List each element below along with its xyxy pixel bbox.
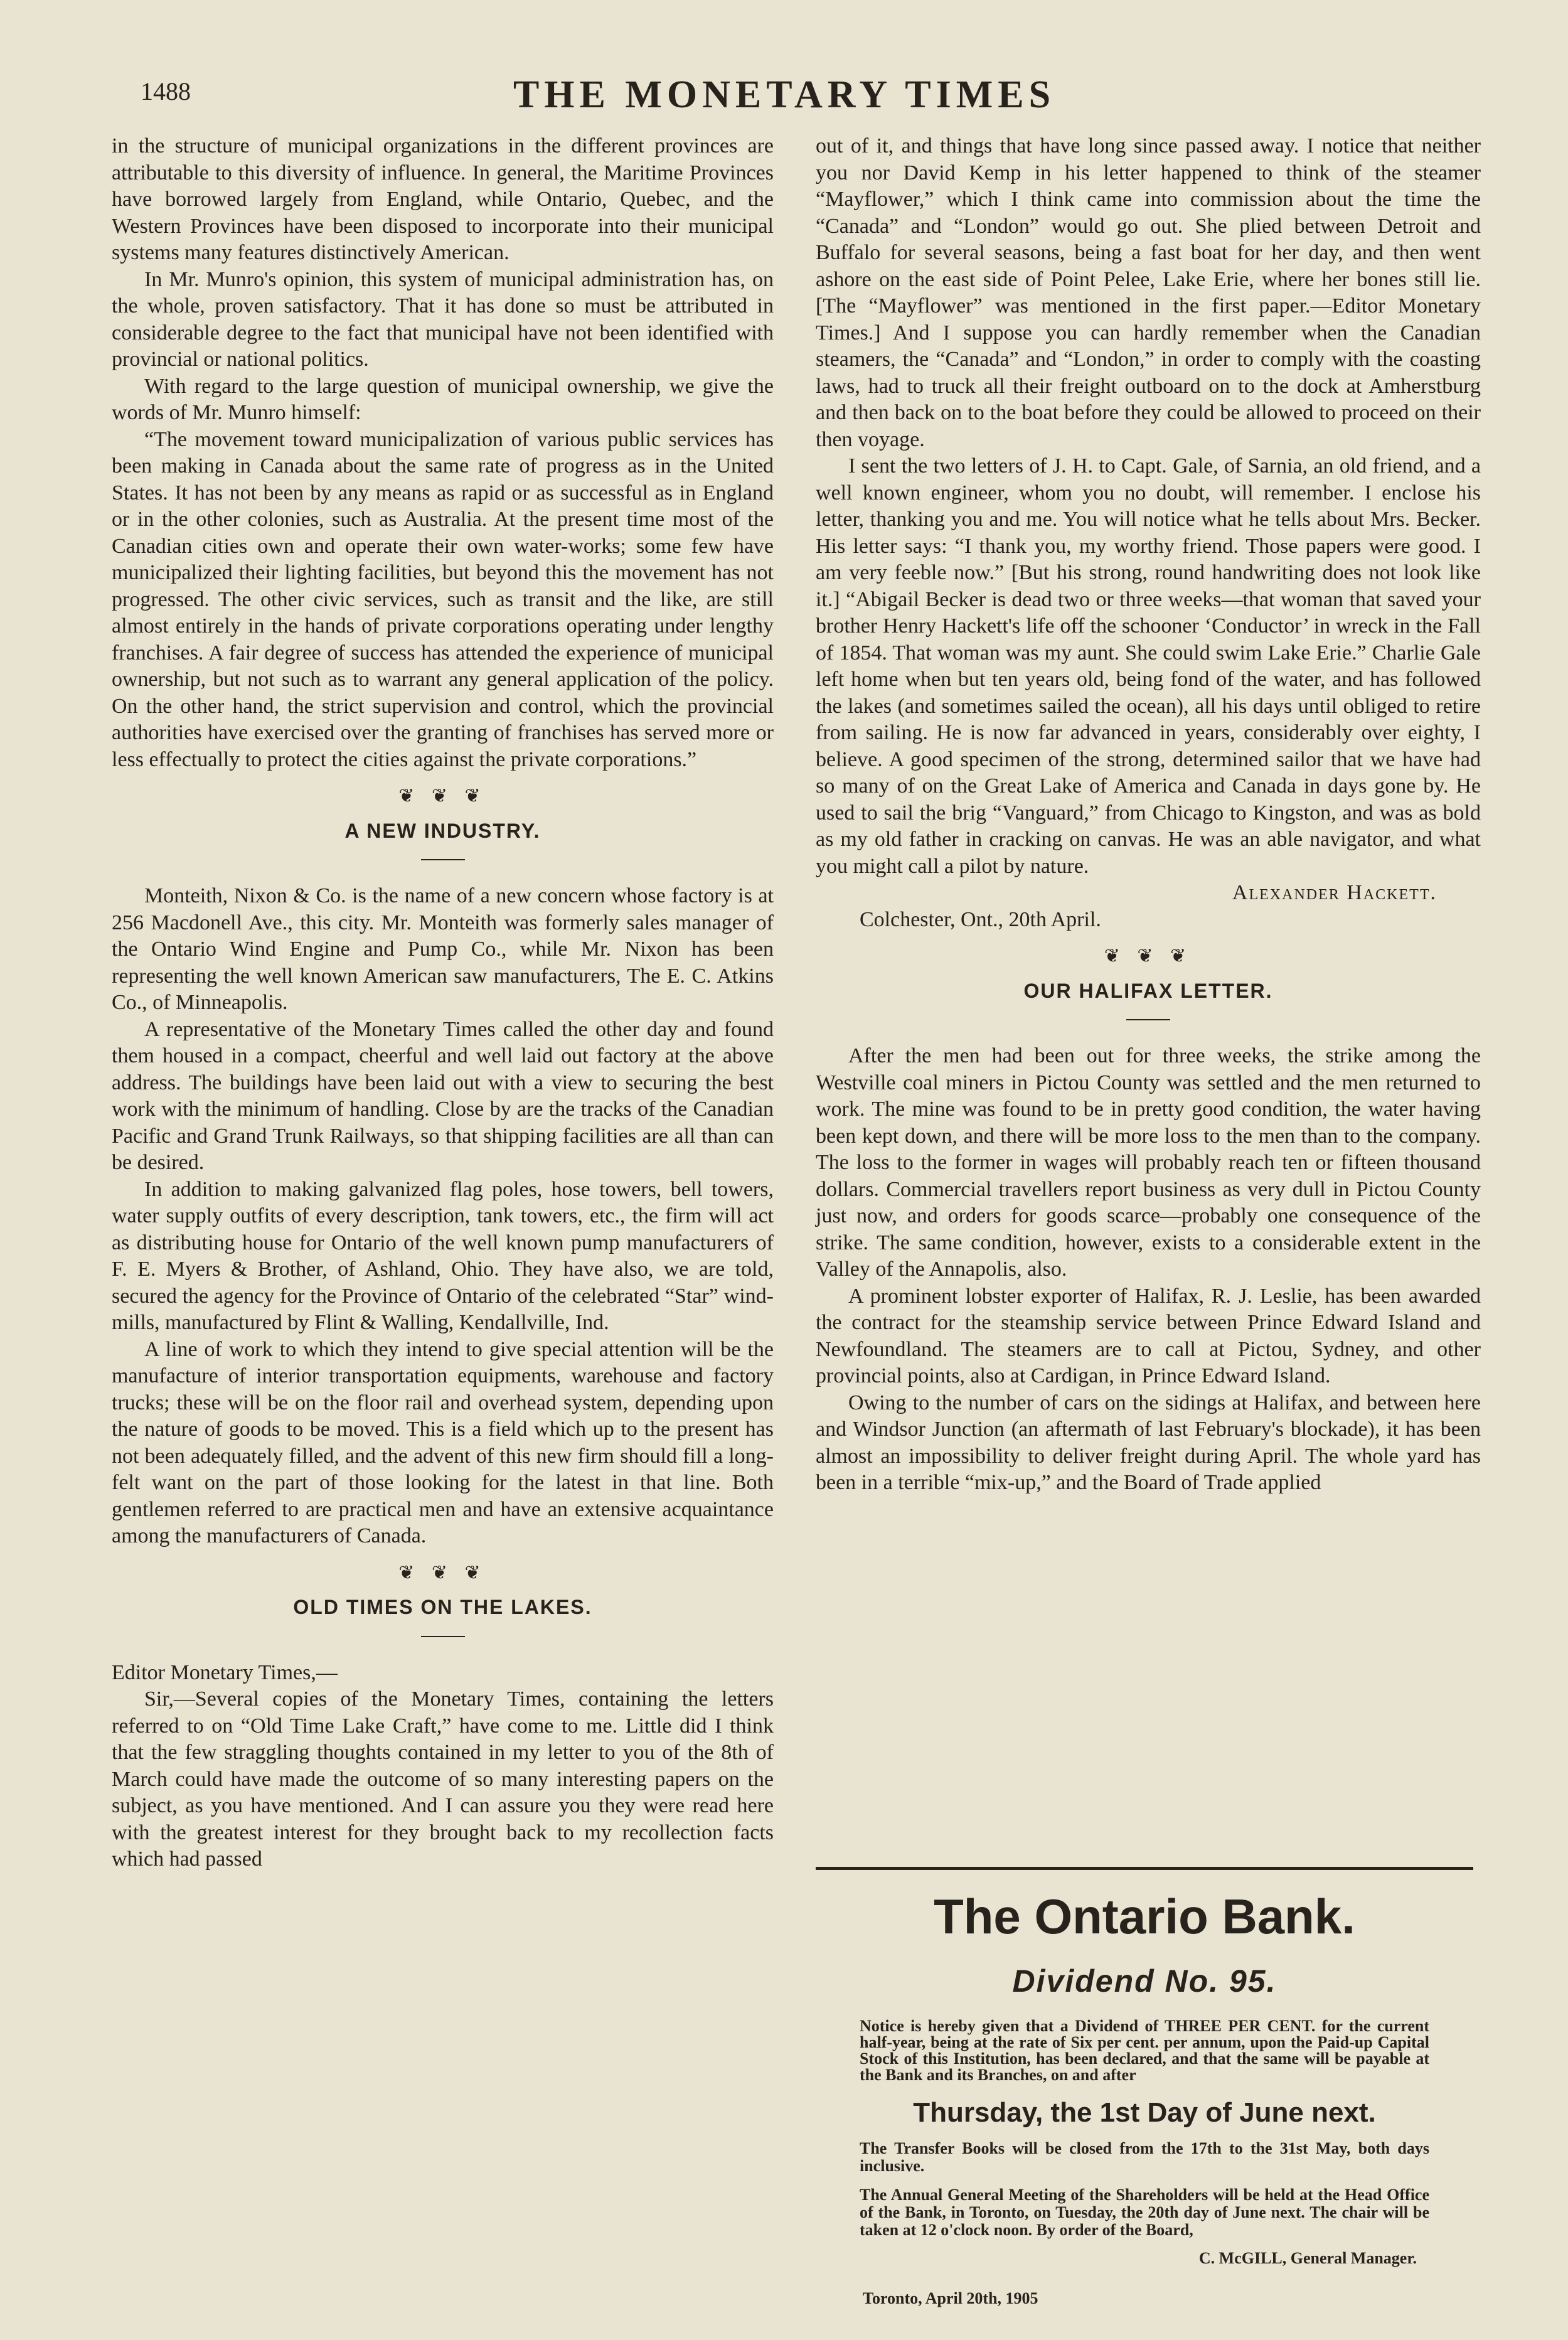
ad-notice: Notice is hereby given that a Dividend of THREE PER CENT. for the current half-year, being at the rate of Six per cent. per annum, upon the Paid-up Capital Stock of this Institution, has been declared, and that the same will be payable at the Bank and its Branches, on and after (860, 2017, 1429, 2084)
heading-rule (1126, 1019, 1170, 1020)
article-paragraph: in the structure of municipal organizations in the different provinces are attributable to this diversity of influence. In general, the Maritime Provinces have borrowed largely from England, while Ontario, Quebec, and the Western Provinces have been disposed to incorporate into their municipal systems many features distinctively American. (112, 134, 774, 264)
article-paragraph: In addition to making galvanized flag poles, hose towers, bell towers, water supply outfits of every description, tank towers, etc., the firm will act as distributing house for Ontario of the well known pump manufacturers of F. E. Myers & Brother, of Ashland, Ohio. They have also, we are told, secured the agency for the Province of Ontario of the celebrated “Star” wind-mills, manufactured by Flint & Walling, Kendallville, Ind. (112, 1177, 774, 1334)
article-paragraph: After the men had been out for three weeks, the strike among the Westville coal miners in Pictou County was settled and the men returned to work. The mine was found to be in pretty good condition, the water having been kept down, and there will be more loss to the men than to the company. The loss to the former in wages will probably reach ten or fifteen thousand dollars. Commercial travellers report business as very dull in Pictou County just now, and orders for goods scarce—probably one consequence of the strike. The same condition, however, exists to a considerable extent in the Valley of the Annapolis, also. (816, 1044, 1481, 1281)
page-number: 1488 (141, 77, 191, 105)
article-paragraph: A line of work to which they intend to give special attention will be the manufacture of interior transportation equipments, warehouse and factory trucks; these will be on the floor rail and overhead system, depending upon the nature of goods to be moved. This is a field which up to the present has not been adequately filled, and the advent of this new firm should fill a long-felt want on the part of those looking for the latest in that line. Both gentlemen referred to are practical men and have an extensive acquaintance among the manufacturers of Canada. (112, 1337, 774, 1547)
ad-payable-date: Thursday, the 1st Day of June next. (913, 2097, 1376, 2128)
article-paragraph: I sent the two letters of J. H. to Capt. Gale, of Sarnia, an old friend, and a well known engineer, whom you no doubt, will remember. I enclose his letter, thanking you and me. You will notice what he tells about Mrs. Becker. His letter says: “I thank you, my worthy friend. Those papers were good. I am very feeble now.” [But his strong, round handwriting does not look like it.] “Abigail Becker is dead two or three weeks—that woman that saved your brother Henry Hackett's life off the schooner ‘Conductor’ in wreck in the Fall of 1854. That woman was my aunt. She could swim Lake Erie.” Charlie Gale left home when but ten years old, being fond of the water, and has followed the lakes (and sometimes sailed the ocean), all his days until obliged to retire from sailing. He is now far advanced in years, considerably over eighty, I believe. A good specimen of the strong, determined sailor that we have had so many of on the Great Lake of America and Canada in days gone by. He used to sail the brig “Vanguard,” from Chicago to Kingston, and was as bold as my old father in cracking on canvas. He was an able navigator, and what you might call a pilot by nature. (816, 454, 1481, 878)
article-paragraph: With regard to the large question of municipal ownership, we give the words of Mr. Munro himself: (112, 374, 774, 424)
section-ornament: ❦ ❦ ❦ (398, 786, 487, 806)
heading-old-times: OLD TIMES ON THE LAKES. (293, 1596, 592, 1618)
heading-rule (421, 1636, 465, 1637)
article-paragraph: A prominent lobster exporter of Halifax, R. J. Leslie, has been awarded the contract for the steamship service between Prince Edward Island and Newfoundland. The steamers are to call at Pictou, Sydney, and other provincial points, also at Cardigan, in Prince Edward Island. (816, 1284, 1481, 1387)
letter-signature: Alexander Hackett. (1232, 881, 1437, 904)
article-paragraph: Owing to the number of cars on the sidings at Halifax, and between here and Windsor Junction (an aftermath of last February's blockade), it has been almost an impossibility to deliver freight during April. The whole yard has been in a terrible “mix-up,” and the Board of Trade applied (816, 1391, 1481, 1494)
ad-meeting: The Annual General Meeting of the Shareholders will be held at the Head Office of the Bank, in Toronto, on Tuesday, the 20th day of June next. The chair will be taken at 12 o'clock noon. By order of the Board, (860, 2186, 1429, 2239)
article-paragraph: Monteith, Nixon & Co. is the name of a new concern whose factory is at 256 Macdonell Ave., this city. Mr. Monteith was formerly sales manager of the Ontario Wind Engine and Pump Co., while Mr. Nixon has been representing the well known American saw manufacturers, The E. C. Atkins Co., of Minneapolis. (112, 884, 774, 1014)
right-column (816, 133, 1481, 1497)
article-paragraph: out of it, and things that have long since passed away. I notice that neither you nor David Kemp in his letter happened to think of the steamer “Mayflower,” which I think came into commission about the time the “Canada” and “London” would go out. She plied between Detroit and Buffalo for several seasons, being a fast boat for her day, and then went ashore on the east side of Point Pelee, Lake Erie, where her bones still lie. [The “Mayflower” was mentioned in the first paper.—Editor Monetary Times.] And I suppose you can hardly remember when the Canadian steamers, the “Canada” and “London,” in order to comply with the coasting laws, had to truck all their freight outboard on to the dock at Amherstburg and then back on to the boat before they could be allowed to proceed on their then voyage. (816, 134, 1481, 451)
article-paragraph: A representative of the Monetary Times called the other day and found them housed in a compact, cheerful and well laid out factory at the above address. The buildings have been laid out with a view to securing the best work with the minimum of handling. Close by are the tracks of the Canadian Pacific and Grand Trunk Railways, so that shipping facilities are all than can be desired. (112, 1017, 774, 1174)
heading-halifax-letter: OUR HALIFAX LETTER. (1023, 979, 1273, 1002)
quote-paragraph: “The movement toward municipalization of various public services has been making in Canada about the same rate of progress as in the United States. It has not been by any means as rapid or as successful as in England or in the other colonies, such as Australia. At the present time most of the Canadian cities own and operate their own water-works; some few have municipalized their lighting facilities, but beyond this the movement has not progressed. The other civic services, such as transit and the like, are still almost entirely in the hands of private corporations operating under lengthy franchises. A fair degree of success has attended the experience of municipal ownership, but not such as to warrant any general application of the policy. On the other hand, the strict supervision and control, which the provincial authorities have exercised over the granting of franchises has served more or less effectually to protect the cities against the private corporations.” (112, 427, 774, 771)
heading-new-industry: A NEW INDUSTRY. (344, 819, 541, 842)
ad-dividend: Dividend No. 95. (1012, 1963, 1277, 1999)
ad-title: The Ontario Bank. (934, 1889, 1355, 1944)
heading-rule (421, 859, 465, 860)
section-ornament: ❦ ❦ ❦ (398, 1562, 487, 1583)
letter-salutation: Editor Monetary Times,— (112, 1660, 338, 1684)
ad-transfer-books: The Transfer Books will be closed from the 17th to the 31st May, both days inclusive. (860, 2139, 1429, 2175)
article-paragraph: Sir,—Several copies of the Monetary Times, containing the letters referred to on “Old Time Lake Craft,” have come to me. Little did I think that the few straggling thoughts contained in my letter to you of the 8th of March could have made the outcome of so many interesting papers on the subject, as you have mentioned. And I can assure you they were read here with the greatest interest for they brought back to my recollection facts which had passed (112, 1687, 774, 1871)
bank-advertisement (816, 1867, 1473, 2308)
ad-signatory: C. McGILL, General Manager. (1198, 2249, 1417, 2267)
letter-dateline: Colchester, Ont., 20th April. (860, 907, 1101, 931)
ad-footer: Toronto, April 20th, 1905 (863, 2289, 1038, 2307)
article-paragraph: In Mr. Munro's opinion, this system of municipal administration has, on the whole, proven satisfactory. That it has done so must be attributed in considerable degree to the fact that municipal have not been identified with provincial or national politics. (112, 267, 774, 371)
left-column (112, 133, 774, 1873)
masthead-title: THE MONETARY TIMES (513, 73, 1056, 116)
section-ornament: ❦ ❦ ❦ (1104, 946, 1193, 966)
